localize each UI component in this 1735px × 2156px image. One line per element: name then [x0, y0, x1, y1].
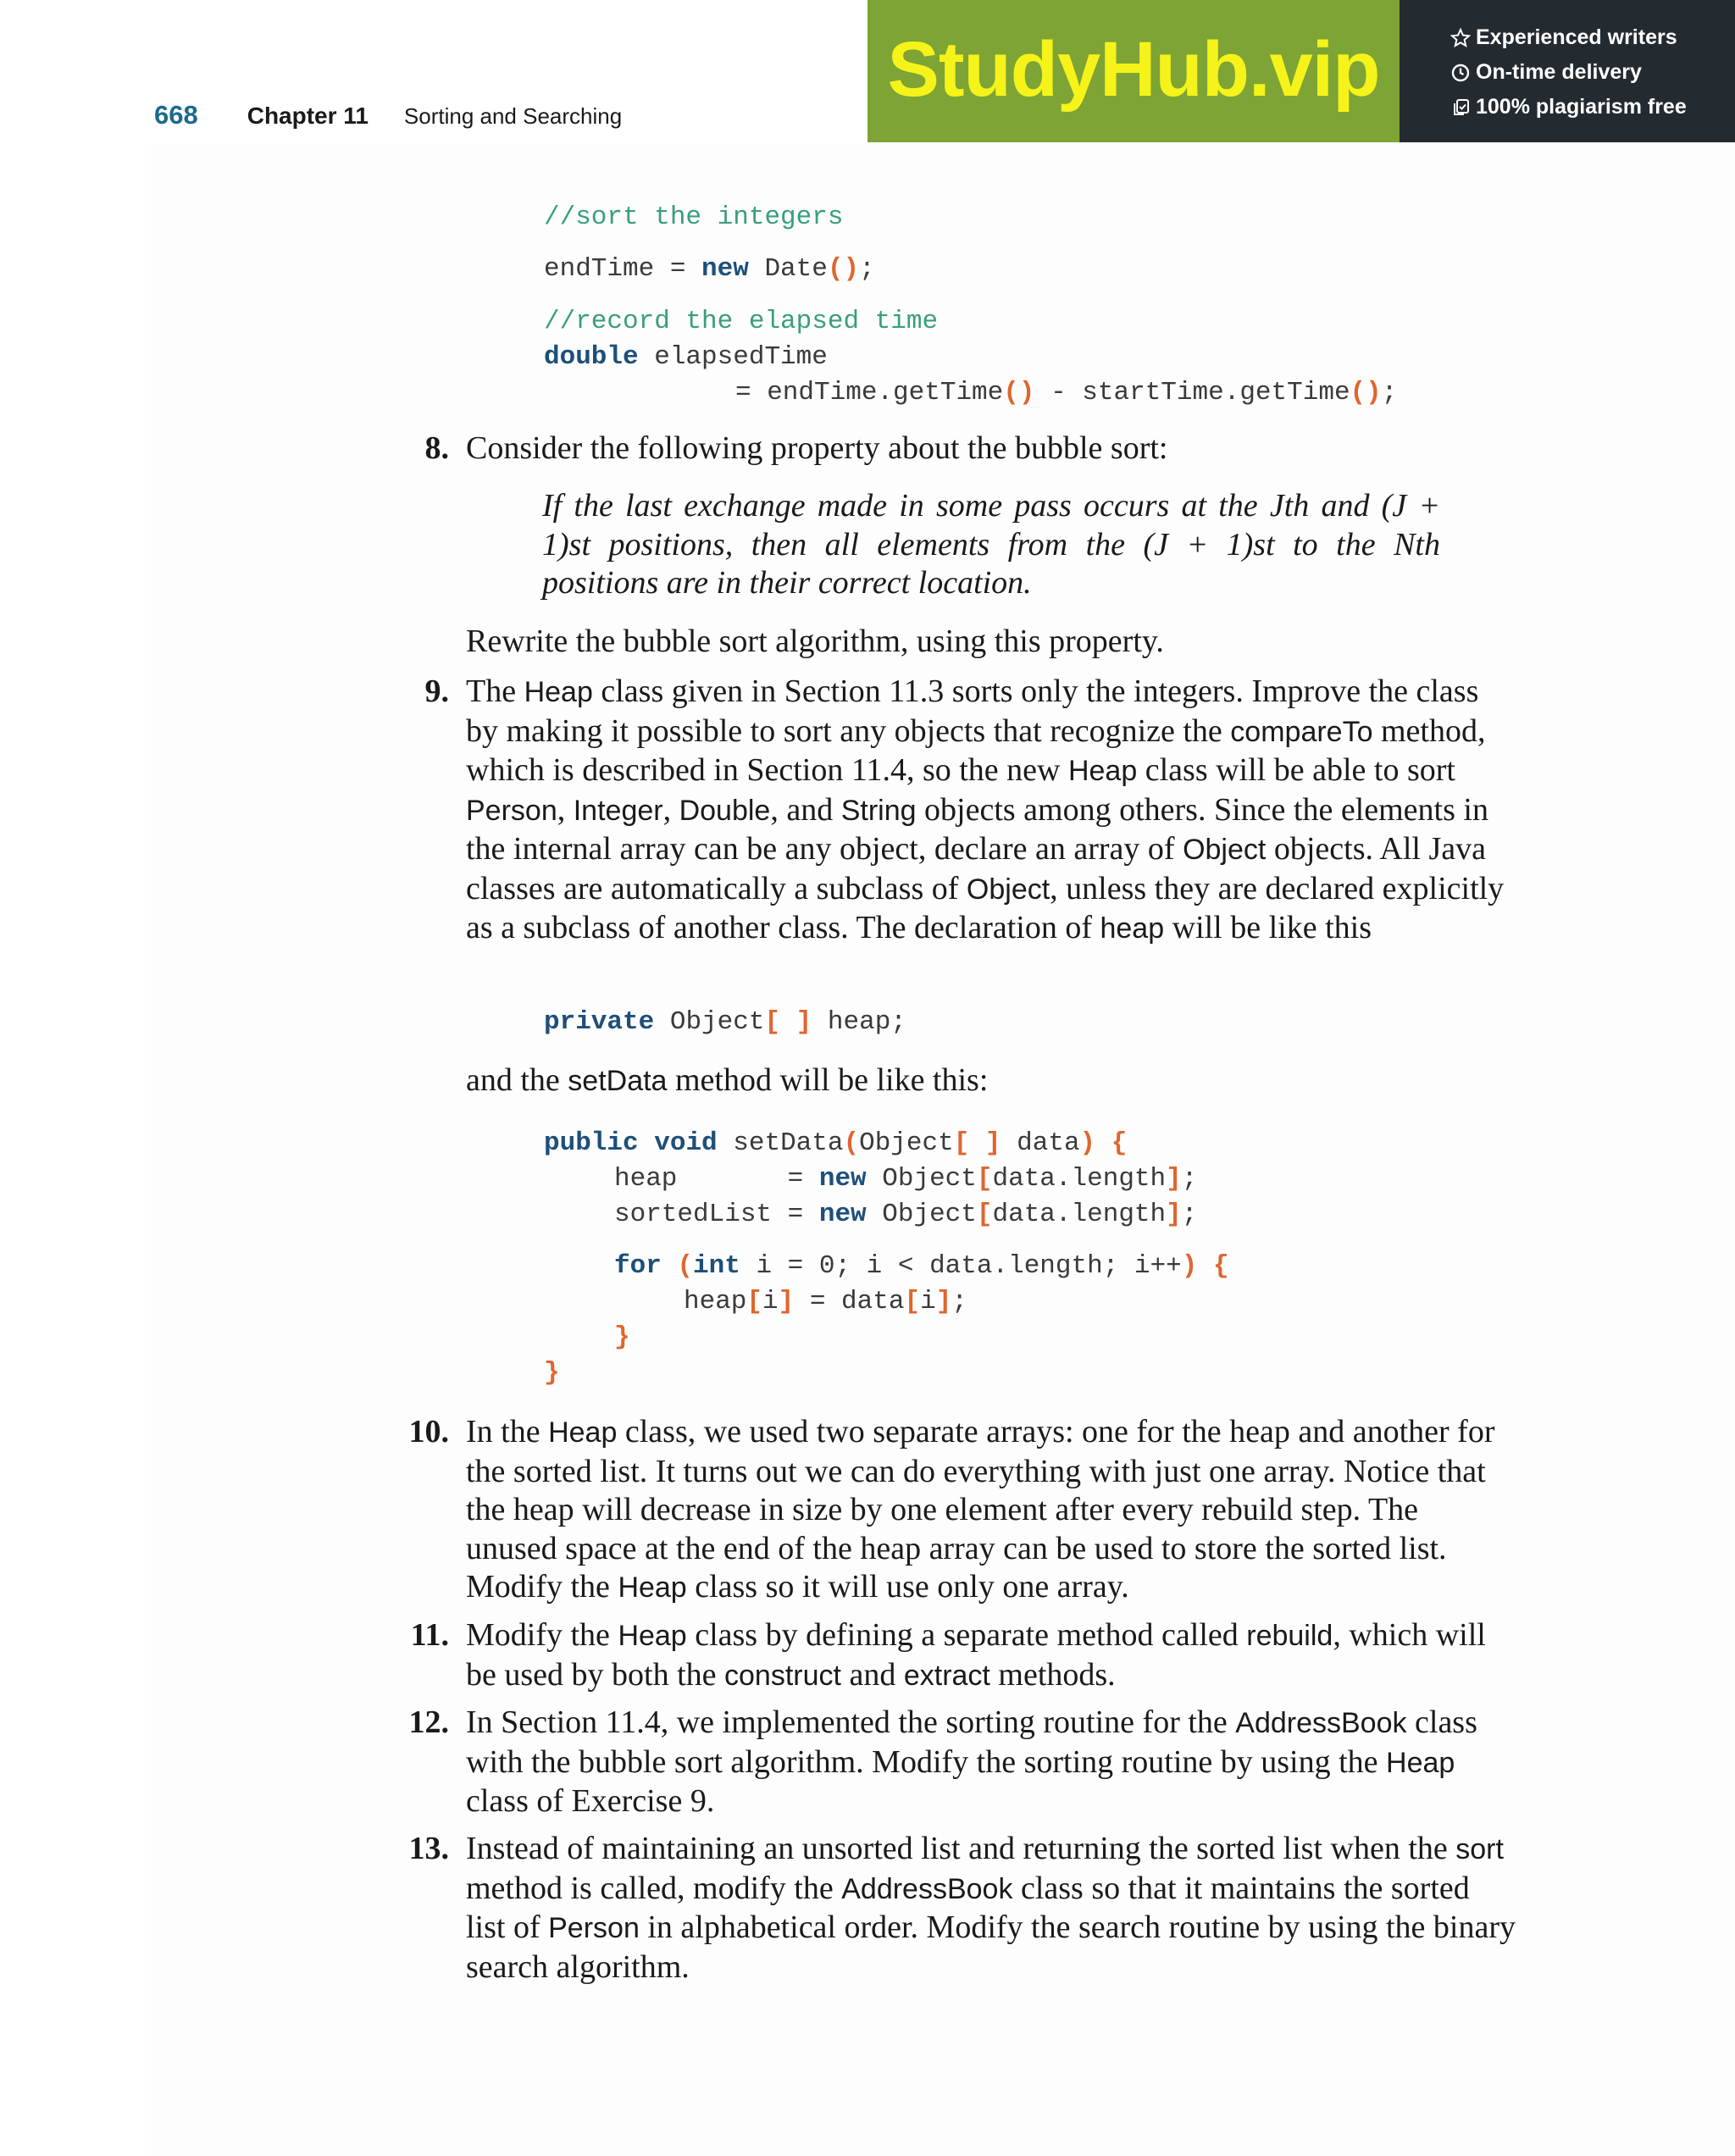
feature-item — [1450, 90, 1735, 125]
chapter-title: Sorting and Searching — [403, 103, 623, 129]
running-header — [154, 100, 622, 142]
code-line: double elapsedTime — [544, 342, 828, 372]
page-number: 668 — [154, 100, 198, 130]
feature-label: Experienced writers — [1476, 25, 1677, 49]
exercise-number: 10. — [408, 1414, 449, 1449]
exercise-text: Consider the following property about the bubble sort: — [466, 430, 1168, 466]
feature-label: On-time delivery — [1476, 60, 1642, 84]
exercise-followup: Rewrite the bubble sort algorithm, using this property. — [466, 624, 1164, 659]
exercise-text: Modify the Heap class by defining a separate method called rebuild, which will be used by both the construct and extract methods. — [466, 1617, 1486, 1693]
exercise-number: 9. — [424, 673, 449, 709]
exercise-number: 13. — [408, 1831, 449, 1866]
code-comment: //sort the integers — [544, 202, 844, 232]
clock-icon — [1450, 63, 1471, 83]
code-line: = endTime.getTime() - startTime.getTime(); — [735, 378, 1398, 407]
exercise-text: In the Heap class, we used two separate arrays: one for the heap and another for the sorted list. It turns out we can do everything with just one array. Notice that the heap will decrease in size by one element after every rebuild step. The unused space at the end of the heap array can be used to store the sorted list. Modify the Heap class so it will use only one array. — [466, 1414, 1495, 1605]
code-line: for (int i = 0; i < data.length; i++) { — [614, 1251, 1229, 1281]
feature-label: 100% plagiarism free — [1476, 95, 1687, 119]
code-line: endTime = new Date(); — [544, 254, 875, 284]
star-icon — [1450, 28, 1471, 48]
exercise-text: The Heap class given in Section 11.3 sorts only the integers. Improve the class by making it possible to sort any objects that recognize the compareTo method, which is described in Section 11.4, so the new Heap class will be able to sort Person, Integer, Double, and String objects among others. Since the elements in the internal array can be any object, declare an array of Object objects. All Java classes are automatically a subclass of Object, unless they are declared explicitly as a subclass of another class. The declaration of heap will be like this — [466, 673, 1505, 945]
code-line: heap[i] = data[i]; — [684, 1287, 967, 1316]
studyhub-banner[interactable] — [868, 0, 1735, 142]
exercise-text: and the setData method will be like this: — [466, 1062, 989, 1098]
exercise-text: Instead of maintaining an unsorted list and returning the sorted list when the sort method is called, modify the AddressBook class so that it maintains the sorted list of Person in alphabetical order. Modify the search routine by using the binary search algorithm. — [466, 1831, 1516, 1985]
page-margin — [0, 0, 151, 2156]
code-line: public void setData(Object[ ] data) { — [544, 1128, 1128, 1158]
copy-icon — [1450, 97, 1471, 118]
feature-item — [1450, 20, 1735, 55]
feature-panel — [1400, 0, 1735, 142]
code-line: private Object[ ] heap; — [544, 1007, 906, 1037]
exercise-number: 12. — [408, 1704, 449, 1740]
exercise-quote: If the last exchange made in some pass occurs at the Jth and (J + 1)st positions, then all elements from the (J + 1)st to the Nth positions are in their correct location. — [542, 488, 1440, 601]
exercise-text: In Section 11.4, we implemented the sorting routine for the AddressBook class with the bubble sort algorithm. Modify the sorting routine by using the Heap class of Exercise 9. — [466, 1704, 1477, 1819]
brand-logo: StudyHub.vip — [887, 25, 1380, 113]
code-line: sortedList = new Object[data.length]; — [614, 1200, 1198, 1229]
code-comment: //record the elapsed time — [544, 307, 939, 336]
brand-panel — [868, 0, 1400, 142]
code-line: heap = new Object[data.length]; — [614, 1164, 1198, 1194]
chapter-label: Chapter 11 — [247, 103, 369, 129]
exercise-number: 11. — [410, 1617, 449, 1653]
code-line: } — [544, 1358, 560, 1388]
feature-item — [1450, 55, 1735, 90]
code-line: } — [614, 1322, 630, 1352]
exercise-number: 8. — [424, 430, 449, 466]
